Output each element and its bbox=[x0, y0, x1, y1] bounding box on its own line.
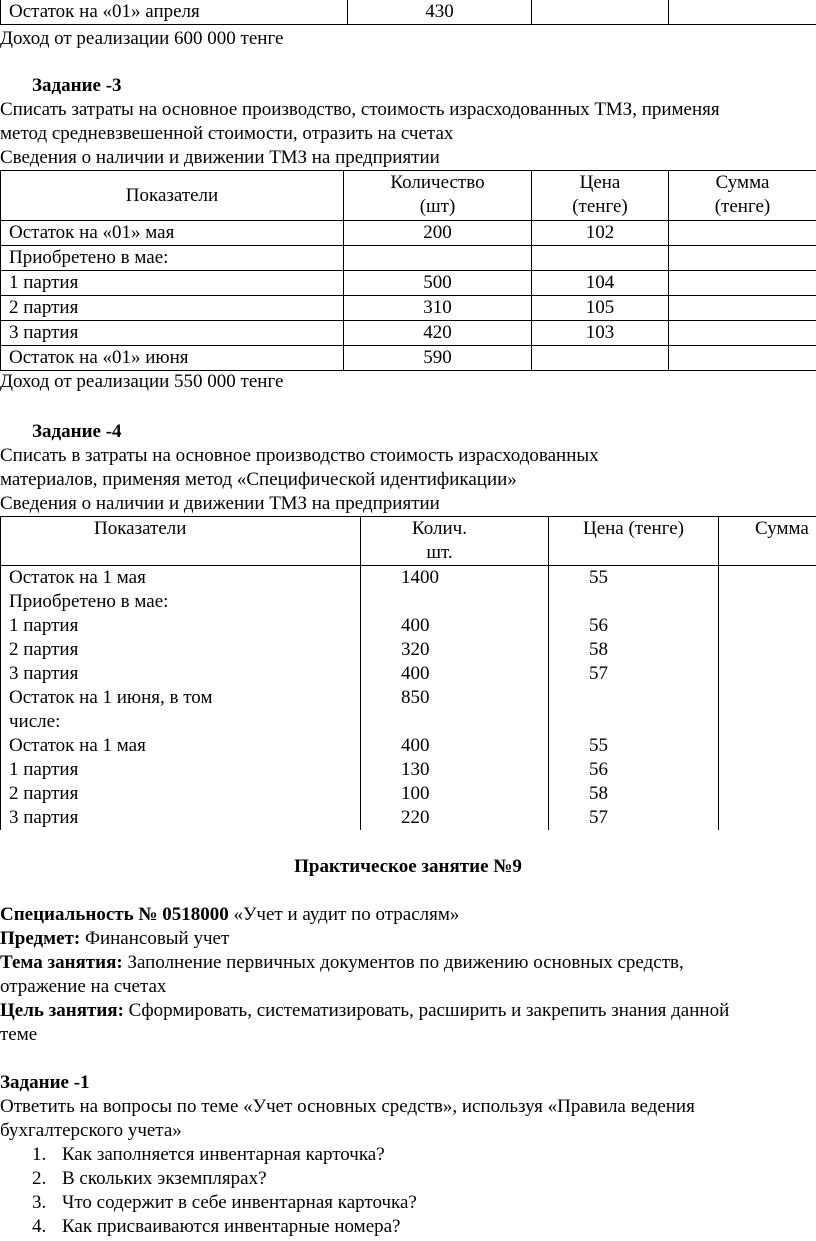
table-2-tail bbox=[0, 0, 816, 25]
row-sum bbox=[669, 296, 816, 321]
table-header-row bbox=[1, 171, 816, 221]
row-price: 105 bbox=[532, 296, 669, 321]
list-item bbox=[32, 1167, 417, 1191]
row-qty: 400 bbox=[401, 663, 430, 684]
row-qty: 310 bbox=[344, 296, 532, 321]
lesson-title: Практическое занятие №9 bbox=[294, 856, 522, 877]
header-qty-line1: Количество bbox=[390, 172, 485, 193]
row-qty bbox=[401, 710, 548, 734]
row-qty: 500 bbox=[344, 271, 532, 296]
row-sum bbox=[669, 271, 816, 296]
income-line-3: Доход от реализации 550 000 тенге bbox=[0, 371, 284, 392]
row-label: Остаток на «01» июня bbox=[1, 346, 344, 371]
row-sum bbox=[669, 321, 816, 346]
row-label: Остаток на 1 мая bbox=[9, 735, 146, 756]
subject-value: Финансовый учет bbox=[80, 928, 230, 949]
row-price: 103 bbox=[532, 321, 669, 346]
row-qty bbox=[401, 590, 548, 614]
row-sum bbox=[669, 221, 816, 246]
row-price: 56 bbox=[589, 759, 608, 780]
row-label: 3 партия bbox=[9, 663, 79, 684]
goal-label: Цель занятия: bbox=[0, 1000, 124, 1021]
list-item bbox=[32, 1215, 417, 1239]
header-qty-line2: (шт) bbox=[419, 196, 456, 217]
task-1-desc-line2: бухгалтерского учета» bbox=[0, 1120, 182, 1141]
header-sum-line2: (тенге) bbox=[714, 196, 771, 217]
row-qty: 420 bbox=[344, 321, 532, 346]
row-price bbox=[589, 710, 718, 734]
header-qty-line2: шт. bbox=[426, 542, 453, 563]
question-text: В скольких экземплярах? bbox=[62, 1168, 267, 1189]
lesson-specialty bbox=[0, 903, 459, 927]
row-qty: 1400 bbox=[401, 567, 439, 588]
row-qty: 590 bbox=[344, 346, 532, 371]
table-4 bbox=[0, 516, 816, 830]
question-text: Как присваиваются инвентарные номера? bbox=[62, 1216, 401, 1237]
row-price bbox=[532, 346, 669, 371]
row-label: Остаток на 1 мая bbox=[9, 567, 146, 588]
row-label: 3 партия bbox=[1, 321, 344, 346]
row-qty: 400 bbox=[401, 735, 430, 756]
table-3 bbox=[0, 170, 816, 371]
row-label: 2 партия bbox=[9, 783, 79, 804]
row-price: 57 bbox=[589, 663, 608, 684]
row-label: числе: bbox=[9, 711, 61, 732]
row-qty: 200 bbox=[344, 221, 532, 246]
task-4-title: Задание -4 bbox=[32, 421, 122, 442]
list-item bbox=[32, 1143, 417, 1167]
topic-label: Тема занятия: bbox=[0, 952, 123, 973]
task-4-caption: Сведения о наличии и движении ТМЗ на предприятии bbox=[0, 493, 440, 514]
task-3-title: Задание -3 bbox=[32, 75, 122, 96]
row-qty: 320 bbox=[401, 639, 430, 660]
row-label: Приобретено в мае: bbox=[1, 246, 344, 271]
question-text: Что содержит в себе инвентарная карточка? bbox=[62, 1192, 417, 1213]
header-price bbox=[532, 171, 669, 221]
header-sum-line1: Сумма bbox=[715, 172, 770, 193]
header-sum bbox=[669, 171, 816, 221]
header-qty bbox=[361, 517, 549, 566]
row-price bbox=[532, 246, 669, 271]
row-qty: 130 bbox=[401, 759, 430, 780]
row-price: 56 bbox=[589, 615, 608, 636]
task-1-title: Задание -1 bbox=[0, 1072, 90, 1093]
header-qty bbox=[344, 171, 532, 221]
header-indicator: Показатели bbox=[1, 517, 361, 566]
row-label: 2 партия bbox=[9, 639, 79, 660]
table-header-row bbox=[1, 517, 816, 566]
question-text: Как заполняется инвентарная карточка? bbox=[62, 1144, 385, 1165]
row-sum bbox=[669, 0, 816, 25]
questions-list bbox=[32, 1143, 417, 1239]
lesson-goal-line2: теме bbox=[0, 1024, 38, 1045]
col-sum bbox=[719, 566, 816, 831]
lesson-topic-line1 bbox=[0, 951, 684, 975]
row-price: 55 bbox=[589, 567, 608, 588]
row-price: 55 bbox=[589, 735, 608, 756]
question-number: 2. bbox=[32, 1168, 47, 1189]
row-label: 1 партия bbox=[9, 615, 79, 636]
table-row bbox=[1, 246, 816, 271]
table-row bbox=[1, 221, 816, 246]
question-number: 3. bbox=[32, 1192, 47, 1213]
row-label: 2 партия bbox=[1, 296, 344, 321]
lesson-goal-line1 bbox=[0, 999, 729, 1023]
lesson-topic-line2: отражение на счетах bbox=[0, 976, 167, 997]
list-item bbox=[32, 1191, 417, 1215]
task-3-caption: Сведения о наличии и движении ТМЗ на предприятии bbox=[0, 147, 440, 168]
task-4-desc-line2: материалов, применяя метод «Специфической идентификации» bbox=[0, 469, 517, 490]
table-row bbox=[1, 346, 816, 371]
goal-value: Сформировать, систематизировать, расширить и закрепить знания данной bbox=[123, 1000, 730, 1021]
table-row bbox=[1, 296, 816, 321]
row-qty: 100 bbox=[401, 783, 430, 804]
question-number: 1. bbox=[32, 1144, 47, 1165]
header-price: Цена (тенге) bbox=[549, 517, 719, 566]
col-qty bbox=[361, 566, 549, 831]
row-price: 57 bbox=[589, 807, 608, 828]
row-price: 58 bbox=[589, 783, 608, 804]
row-label: Приобретено в мае: bbox=[9, 591, 169, 612]
row-sum bbox=[669, 246, 816, 271]
row-label: 1 партия bbox=[1, 271, 344, 296]
header-price-line2: (тенге) bbox=[572, 196, 628, 217]
task-3-desc-line2: метод средневзвешенной стоимости, отразить на счетах bbox=[0, 123, 454, 144]
task-4-desc-line1: Списать в затраты на основное производство стоимость израсходованных bbox=[0, 445, 599, 466]
col-labels bbox=[1, 566, 361, 831]
row-qty: 220 bbox=[401, 807, 430, 828]
row-qty: 430 bbox=[348, 0, 532, 25]
row-price bbox=[589, 590, 718, 614]
row-label: Остаток на 1 июня, в том bbox=[9, 687, 213, 708]
row-label: Остаток на «01» апреля bbox=[1, 0, 348, 25]
col-price bbox=[549, 566, 719, 831]
row-price bbox=[532, 0, 669, 25]
income-line-2: Доход от реализации 600 000 тенге bbox=[0, 28, 284, 49]
task-1-desc-line1: Ответить на вопросы по теме «Учет основных средств», используя «Правила ведения bbox=[0, 1096, 695, 1117]
header-indicator: Показатели bbox=[1, 171, 344, 221]
row-qty: 400 bbox=[401, 615, 430, 636]
topic-value: Заполнение первичных документов по движению основных средств, bbox=[122, 952, 684, 973]
header-qty-line1: Колич. bbox=[412, 518, 467, 539]
table-body bbox=[1, 566, 816, 831]
header-price-line1: Цена bbox=[579, 172, 621, 193]
row-sum bbox=[669, 346, 816, 371]
row-label: Остаток на «01» мая bbox=[1, 221, 344, 246]
task-3-desc-line1: Списать затраты на основное производство, стоимость израсходованных ТМЗ, применяя bbox=[0, 99, 720, 120]
subject-label: Предмет: bbox=[0, 928, 81, 949]
specialty-value: «Учет и аудит по отраслям» bbox=[228, 904, 460, 925]
specialty-label: Специальность № 0518000 bbox=[0, 904, 229, 925]
row-price: 102 bbox=[532, 221, 669, 246]
table-row bbox=[1, 321, 816, 346]
table-row bbox=[1, 0, 816, 25]
row-label: 1 партия bbox=[9, 759, 79, 780]
row-price: 58 bbox=[589, 639, 608, 660]
row-price bbox=[589, 686, 718, 710]
row-qty bbox=[344, 246, 532, 271]
row-price: 104 bbox=[532, 271, 669, 296]
question-number: 4. bbox=[32, 1216, 47, 1237]
row-label: 3 партия bbox=[9, 807, 79, 828]
table-row bbox=[1, 271, 816, 296]
row-qty: 850 bbox=[401, 687, 430, 708]
lesson-subject bbox=[0, 927, 229, 951]
header-sum: Сумма bbox=[719, 517, 816, 566]
